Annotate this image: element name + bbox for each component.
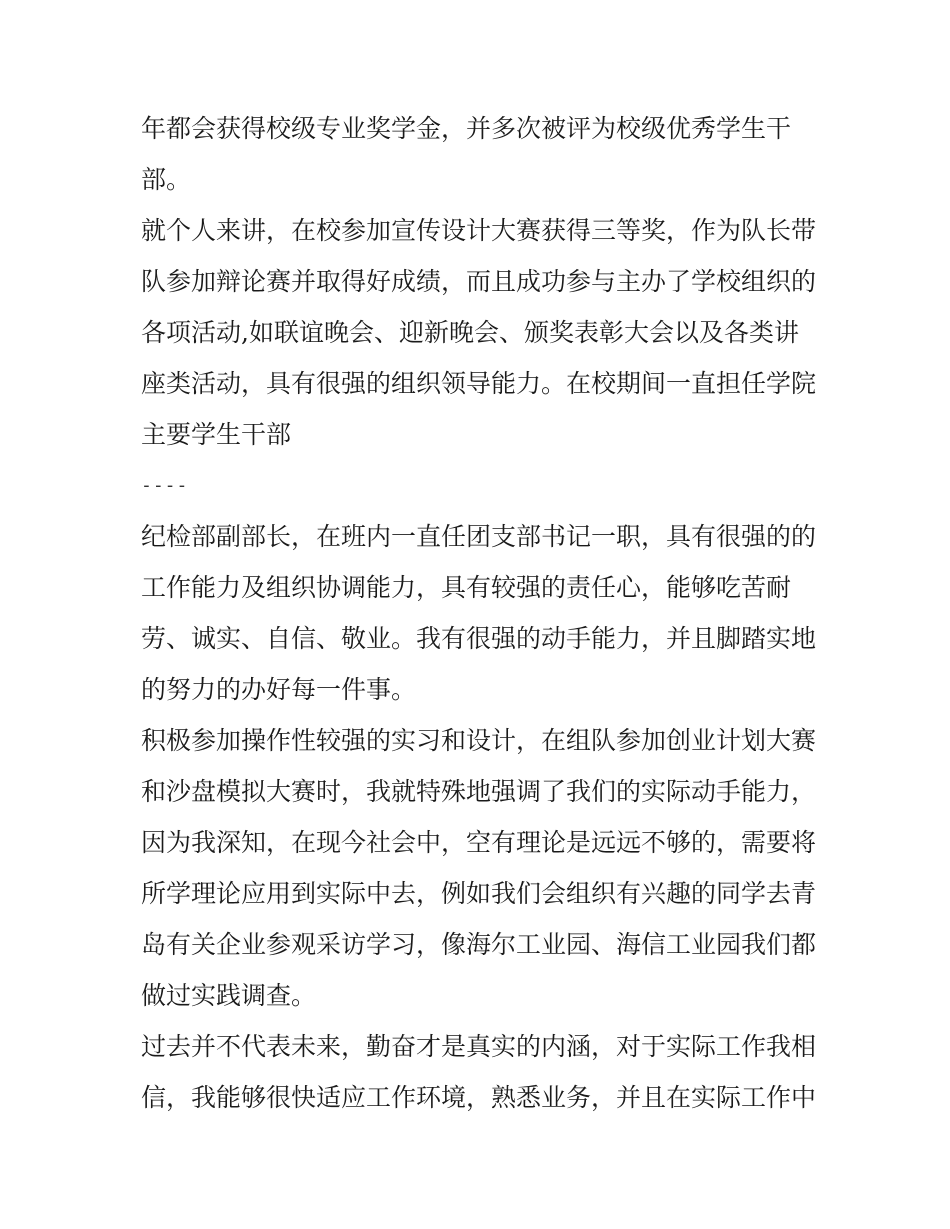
text-line: 主要学生干部 — [141, 420, 292, 449]
text-line: 所学理论应用到实际中去，例如我们会组织有兴趣的同学去青 — [141, 879, 817, 908]
paragraph-4 — [141, 715, 821, 1021]
text-line: 座类活动，具有很强的组织领导能力。在校期间一直担任学院 — [141, 369, 817, 398]
text-line: 岛有关企业参观采访学习，像海尔工业园、海信工业园我们都 — [141, 930, 817, 959]
text-line: 各项活动,如联谊晚会、迎新晚会、颁奖表彰大会以及各类讲 — [141, 318, 799, 347]
text-line: 和沙盘模拟大赛时，我就特殊地强调了我们的实际动手能力， — [141, 777, 817, 806]
text-line: 过去并不代表未来，勤奋才是真实的内涵，对于实际工作我相 — [141, 1032, 817, 1061]
text-line: 就个人来讲，在校参加宣传设计大赛获得三等奖，作为队长带 — [141, 216, 817, 245]
text-line: 积极参加操作性较强的实习和设计，在组队参加创业计划大赛 — [141, 726, 817, 755]
page-break-divider: ---- — [141, 475, 189, 496]
text-line: 做过实践调查。 — [141, 981, 317, 1010]
paragraph-1 — [141, 103, 821, 205]
text-line: 的努力的办好每一件事。 — [141, 675, 417, 704]
text-line: 工作能力及组织协调能力，具有较强的责任心，能够吃苦耐 — [141, 573, 792, 602]
text-line: 劳、诚实、自信、敬业。我有很强的动手能力，并且脚踏实地 — [141, 624, 817, 653]
text-line: 信，我能够很快适应工作环境，熟悉业务，并且在实际工作中 — [141, 1083, 817, 1112]
text-line: 年都会获得校级专业奖学金，并多次被评为校级优秀学生干 — [141, 114, 792, 143]
paragraph-3 — [141, 511, 821, 715]
text-line: 纪检部副部长，在班内一直任团支部书记一职，具有很强的的 — [141, 522, 817, 551]
paragraph-2 — [141, 205, 821, 460]
text-line: 因为我深知，在现今社会中，空有理论是远远不够的，需要将 — [141, 828, 817, 857]
document-body — [141, 103, 821, 1123]
text-line: 部。 — [141, 165, 192, 194]
paragraph-5 — [141, 1021, 821, 1123]
text-line: 队参加辩论赛并取得好成绩，而且成功参与主办了学校组织的 — [141, 267, 817, 296]
